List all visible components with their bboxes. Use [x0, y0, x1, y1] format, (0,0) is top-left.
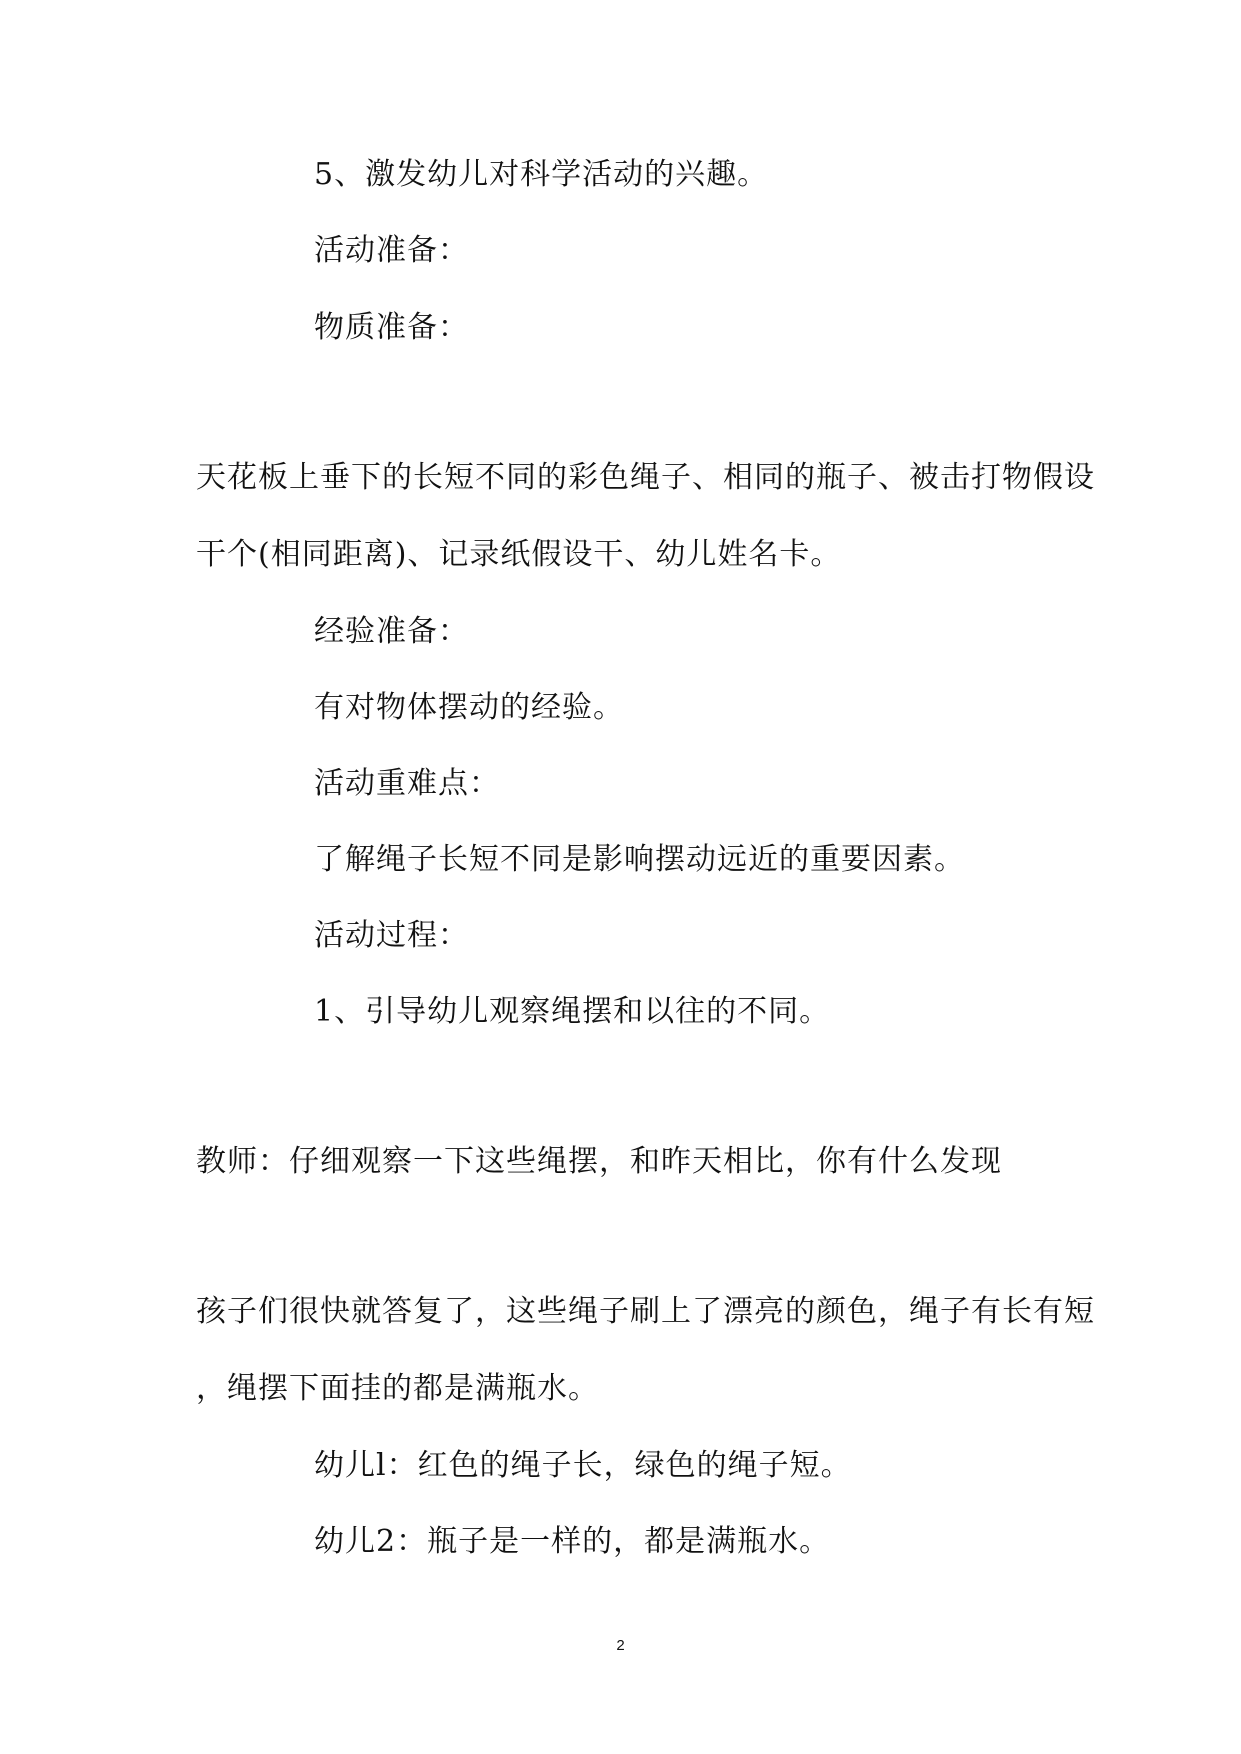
- heading-experience-preparation: 经验准备：: [314, 614, 469, 649]
- paragraph-experience: 有对物体摆动的经验。: [314, 690, 624, 725]
- heading-material-preparation: 物质准备：: [314, 310, 469, 345]
- paragraph-child-1: 幼儿l：红色的绳子长，绿色的绳子短。: [314, 1448, 852, 1483]
- paragraph-goal-5: 5、激发幼儿对科学活动的兴趣。: [314, 157, 769, 192]
- paragraph-child-2: 幼儿2：瓶子是一样的，都是满瓶水。: [314, 1524, 831, 1559]
- heading-activity-process: 活动过程：: [314, 918, 469, 953]
- paragraph-key-difficulties: 了解绳子长短不同是影响摆动远近的重要因素。: [314, 842, 965, 877]
- paragraph-children-answer-line-1: 孩子们很快就答复了，这些绳子刷上了漂亮的颜色，绳子有长有短: [196, 1294, 1095, 1329]
- paragraph-materials-line-1: 天花板上垂下的长短不同的彩色绳子、相同的瓶子、被击打物假设: [196, 460, 1095, 495]
- paragraph-teacher-question: 教师：仔细观察一下这些绳摆，和昨天相比，你有什么发现: [196, 1144, 1002, 1179]
- paragraph-children-answer-line-2: ，绳摆下面挂的都是满瓶水。: [196, 1371, 599, 1406]
- heading-key-difficulties: 活动重难点：: [314, 766, 500, 801]
- page-number: 2: [616, 1637, 625, 1654]
- paragraph-materials-line-2: 干个(相同距离)、记录纸假设干、幼儿姓名卡。: [196, 537, 842, 572]
- heading-activity-preparation: 活动准备：: [314, 233, 469, 268]
- paragraph-process-step-1: 1、引导幼儿观察绳摆和以往的不同。: [314, 994, 831, 1029]
